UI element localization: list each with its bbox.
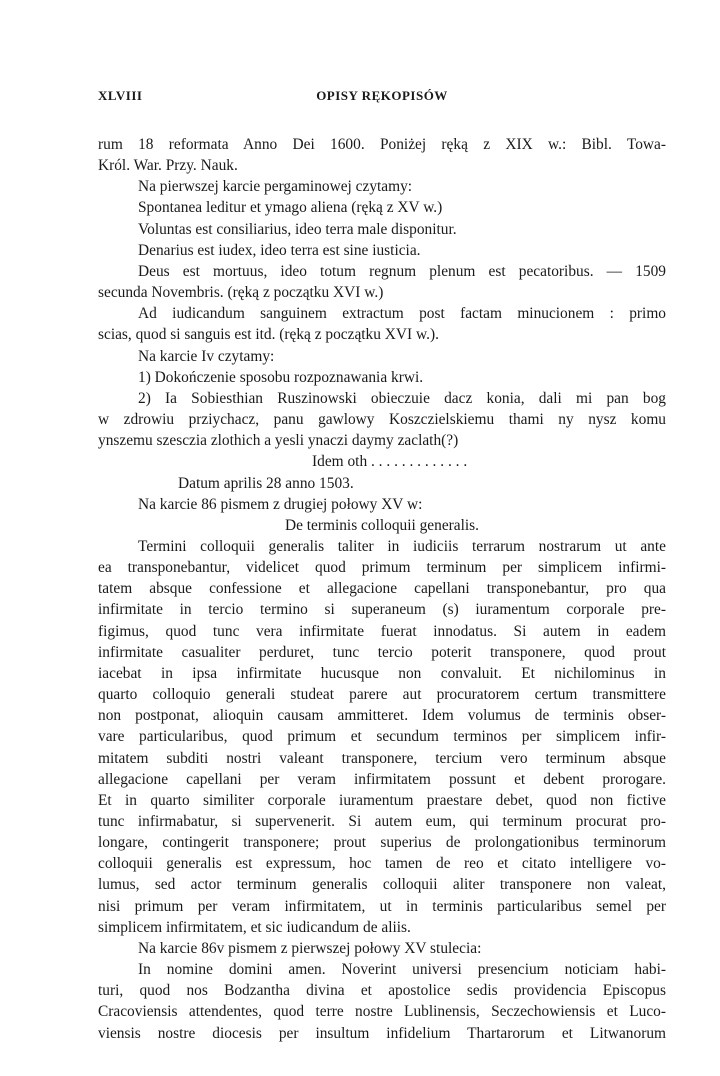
running-title: OPISY RĘKOPISÓW [316,88,448,103]
text-line: Król. War. Przy. Nauk. [98,157,238,175]
text-line: vare particularibus, quod primum et secundum terminos per simplicem infir- [98,728,666,746]
text-line: figimus, quod tunc vera infirmitate fuerat innodatus. Si autem in eadem [98,622,666,640]
text-line: Na karcie 86v pismem z pierwszej połowy XV stulecia: [138,939,482,957]
text-line: Na karcie 86 pismem z drugiej połowy XV w: [138,495,423,513]
text-line: Et in quarto similiter corporale iuramentum praestare debet, quod non fictive [98,791,666,809]
text-line: infirmitate casualiter perduret, tunc tercio poterit transponere, quod prout [98,643,666,661]
text-line: w zdrowiu prziychacz, panu gawlowy Koszczielskiemu thami ny nysz komu [98,411,666,429]
text-line: quarto colloquio generali studeat parere aut procuratorem certum transmittere [98,686,666,704]
text-line: Deus est mortuus, ideo totum regnum plenum est pecatoribus. — 1509 [138,262,666,280]
text-line: 1) Dokończenie sposobu rozpoznawania krwi. [138,368,424,386]
text-line: In nomine domini amen. Noverint universi presencium noticiam habi- [138,961,666,979]
text-line: mitatem subditi nostri valeant transponere, tercium vero terminum absque [98,749,666,767]
running-head [98,88,666,112]
text-line: viensis nostre diocesis per insultum infidelium Thartarorum et Litwanorum [98,1024,666,1042]
text-line: Idem oth . . . . . . . . . . . . . [312,453,468,471]
text-line: secunda Novembris. (ręką z początku XVI w.) [98,284,384,302]
text-line: colloquii generalis est expressum, hoc tamen de reo et citato intelligere vo- [98,855,666,873]
text-line: Na karcie Iv czytamy: [138,347,275,365]
text-line: Denarius est iudex, ideo terra est sine iusticia. [138,241,421,259]
text-line: tatem absque confessione et allegacione capellani transponebantur, pro qua [98,580,666,598]
text-line: Termini colloquii generalis taliter in iudiciis terrarum nostrarum ut ante [138,537,666,555]
text-line: simplicem infirmitatem, et sic iudicandum de aliis. [98,918,411,936]
text-line: Spontanea leditur et ymago aliena (ręką z XV w.) [138,199,443,217]
text-line: lumus, sed actor terminum generalis colloquii aliter transponere non valeat, [98,876,666,894]
body-text [98,134,666,1044]
text-line: 2) Ia Sobiesthian Ruszinowski obieczuie dacz konia, dali mi pan bog [138,389,666,407]
text-line: iacebat in ipsa infirmitate hucusque non convaluit. Et nichilominus in [98,664,666,682]
text-line: rum 18 reformata Anno Dei 1600. Poniżej ręką z XIX w.: Bibl. Towa- [98,136,666,153]
text-line: ynszemu szesczia zlothich a yesli ynaczi daymy zaclath(?) [98,432,459,450]
text-line: scias, quod si sanguis est itd. (ręką z początku XVI w.). [98,326,439,344]
text-line: turi, quod nos Bodzantha divina et apostolice sedis providencia Episcopus [98,982,666,1000]
document-page [98,88,666,1044]
text-line: nisi primum per veram infirmitatem, ut in terminis particularibus semel per [98,897,666,915]
section-heading: De terminis colloquii generalis. [284,516,480,534]
text-line: Na pierwszej karcie pergaminowej czytamy: [138,178,413,196]
text-line: longare, contingerit transponere; prout superius de prolongationibus terminorum [98,834,666,852]
text-line: Ad iudicandum sanguinem extractum post factam minucionem : primo [138,305,666,323]
text-line: infirmitate in tercio termino si superaneum (s) iuramentum corporale pre- [98,601,666,619]
text-line: non postponat, alioquin causam ammitteret. Idem volumus de terminis obser- [98,707,666,725]
text-line: allegacione capellani per veram infirmitatem possunt et debent prorogare. [98,770,666,788]
page-number: XLVIII [98,88,143,103]
text-line: Voluntas est consiliarius, ideo terra male disponitur. [138,220,457,238]
text-line: Cracoviensis attendentes, quod terre nostre Lublinensis, Seczechowiensis et Luco- [98,1003,666,1021]
text-line: Datum aprilis 28 anno 1503. [178,474,354,492]
text-line: tunc infirmabatur, si supervenerit. Si autem eum, qui terminum procurat pro- [98,813,666,830]
text-line: ea transponebantur, videlicet quod primum terminum per simplicem infirmi- [98,559,666,577]
